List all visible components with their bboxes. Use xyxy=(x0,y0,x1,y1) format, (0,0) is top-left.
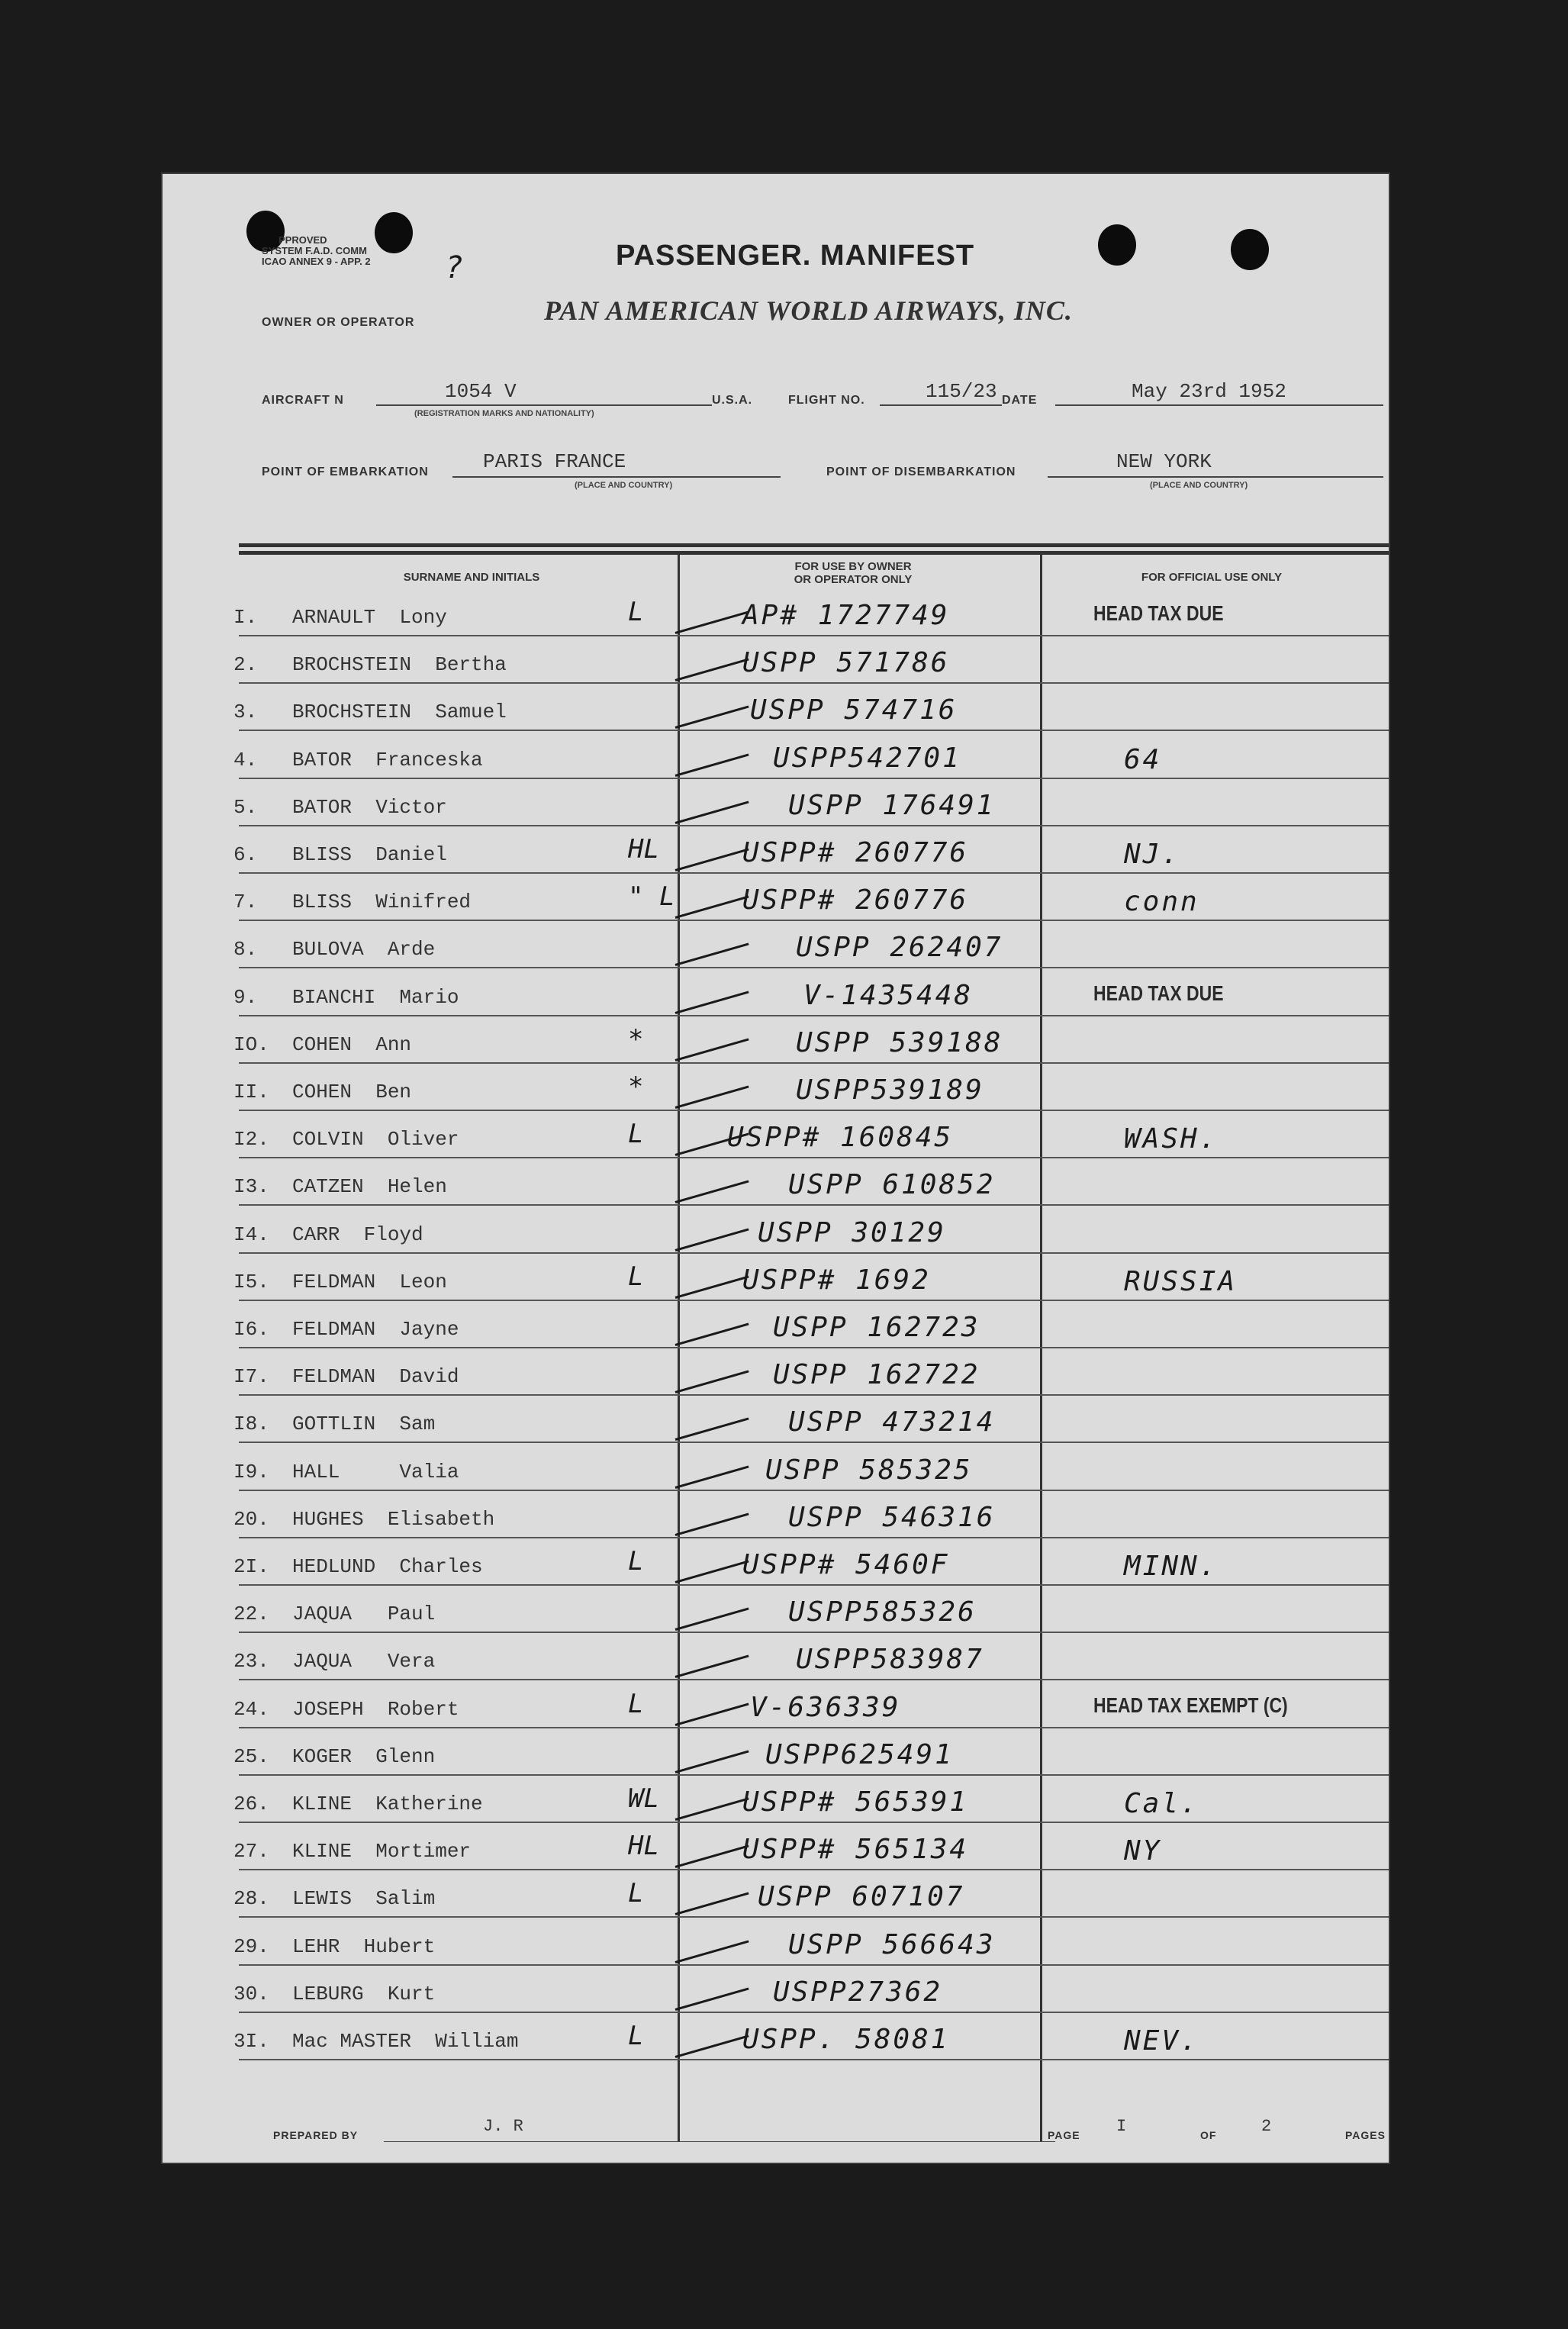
table-top-rule xyxy=(239,543,1389,547)
passport-number: USPP# 5460F xyxy=(742,1549,950,1580)
tick-stroke xyxy=(675,706,749,729)
row-rule xyxy=(239,635,1389,636)
row-rule xyxy=(239,1300,1389,1301)
row-number: 9. xyxy=(233,985,258,1009)
row-number: 6. xyxy=(233,843,258,866)
row-number: I7. xyxy=(233,1365,269,1389)
row-rule xyxy=(239,1062,1389,1064)
passenger-name: BIANCHI Mario xyxy=(292,985,459,1009)
passenger-name: LEWIS Salim xyxy=(292,1887,436,1911)
passport-number: V-1435448 xyxy=(803,979,974,1011)
check-mark: WL xyxy=(628,1783,659,1814)
row-number: I4. xyxy=(233,1222,269,1246)
row-number: 2. xyxy=(233,653,258,677)
manifest-page xyxy=(163,174,1389,2163)
passenger-name: JAQUA Paul xyxy=(292,1603,436,1626)
passenger-name: LEBURG Kurt xyxy=(292,1982,436,2005)
corner-mark: ? xyxy=(445,250,466,285)
row-number: 2I. xyxy=(233,1555,269,1578)
row-number: 29. xyxy=(233,1934,269,1958)
tick-stroke xyxy=(675,896,749,919)
passenger-name: BLISS Winifred xyxy=(292,891,472,914)
aircraft-value: 1054 V xyxy=(445,380,517,403)
passport-number: USPP. 58081 xyxy=(742,2024,950,2055)
row-number: 23. xyxy=(233,1650,269,1673)
embark-label: POINT OF EMBARKATION xyxy=(262,465,429,478)
official-note: RUSSIA xyxy=(1124,1265,1238,1297)
row-number: II. xyxy=(233,1081,269,1103)
tick-stroke xyxy=(675,1940,749,1963)
row-rule xyxy=(239,2059,1389,2060)
passenger-name: CARR Floyd xyxy=(292,1222,423,1246)
passenger-name: COHEN Ann xyxy=(292,1032,412,1056)
check-mark: " L xyxy=(628,881,675,913)
check-mark: L xyxy=(628,1878,644,1909)
col-surname-header: SURNAME AND INITIALS xyxy=(403,571,540,584)
row-number: 27. xyxy=(233,1840,269,1864)
passport-number: USPP 574716 xyxy=(750,694,958,726)
row-rule xyxy=(239,1015,1389,1016)
tick-stroke xyxy=(675,1038,749,1061)
row-number: 28. xyxy=(233,1887,269,1911)
passenger-name: HALL Valia xyxy=(292,1460,459,1483)
passport-number: USPP 610852 xyxy=(788,1169,996,1201)
check-mark: HL xyxy=(628,834,659,865)
passport-number: USPP 539188 xyxy=(796,1026,1003,1058)
passenger-name: FELDMAN David xyxy=(292,1365,459,1389)
row-rule xyxy=(239,1869,1389,1870)
row-rule xyxy=(239,1490,1389,1491)
tick-stroke xyxy=(675,800,749,823)
flight-label: FLIGHT NO. xyxy=(788,394,865,407)
row-rule xyxy=(239,1632,1389,1633)
row-rule xyxy=(239,1110,1389,1111)
row-rule xyxy=(239,2012,1389,2013)
of-label: OF xyxy=(1200,2129,1217,2141)
punch-hole xyxy=(375,212,413,253)
passport-number: USPP585326 xyxy=(788,1596,977,1628)
aircraft-label: AIRCRAFT N xyxy=(262,394,344,407)
row-number: 24. xyxy=(233,1697,269,1721)
passport-number: USPP 585325 xyxy=(765,1454,973,1486)
tick-stroke xyxy=(675,1465,749,1488)
passport-number: USPP542701 xyxy=(773,742,961,774)
flight-value: 115/23 xyxy=(926,380,997,403)
row-number: 3I. xyxy=(233,2030,269,2053)
passport-number: USPP 176491 xyxy=(788,789,996,821)
tick-stroke xyxy=(675,1275,749,1298)
passport-number: USPP27362 xyxy=(773,1976,943,2008)
disembark-label: POINT OF DISEMBARKATION xyxy=(826,465,1016,478)
page-title: PASSENGER. MANIFEST xyxy=(616,240,975,272)
punch-hole xyxy=(1231,229,1269,270)
row-number: I9. xyxy=(233,1460,269,1483)
usa-label: U.S.A. xyxy=(712,394,753,407)
owner-label: OWNER OR OPERATOR xyxy=(262,316,415,329)
row-rule xyxy=(239,1442,1389,1443)
disembark-place-note: (PLACE AND COUNTRY) xyxy=(1150,481,1248,490)
row-rule xyxy=(239,872,1389,874)
passport-number: AP# 1727749 xyxy=(742,600,950,631)
tick-stroke xyxy=(675,1750,749,1773)
passport-number: USPP# 260776 xyxy=(742,837,969,868)
official-note: 64 xyxy=(1124,743,1162,775)
col-owner-header-1: FOR USE BY OWNER xyxy=(794,560,912,573)
tick-stroke xyxy=(675,2034,749,2057)
passport-number: USPP# 565391 xyxy=(742,1786,969,1818)
embark-place-note: (PLACE AND COUNTRY) xyxy=(575,481,673,490)
tick-stroke xyxy=(675,1845,749,1868)
official-note: WASH. xyxy=(1124,1123,1219,1155)
prepared-underline xyxy=(384,2141,1055,2142)
passenger-name: LEHR Hubert xyxy=(292,1934,436,1958)
row-rule xyxy=(239,1774,1389,1776)
passport-number: USPP 162723 xyxy=(773,1312,980,1343)
passport-number: USPP 566643 xyxy=(788,1928,996,1960)
row-rule xyxy=(239,1964,1389,1966)
row-rule xyxy=(239,1537,1389,1538)
row-number: 30. xyxy=(233,1982,269,2005)
embark-value: PARIS FRANCE xyxy=(483,450,626,473)
row-number: IO. xyxy=(233,1032,269,1056)
approved-line-3: ICAO ANNEX 9 - APP. 2 xyxy=(262,256,371,267)
official-note: NJ. xyxy=(1124,839,1181,870)
tick-stroke xyxy=(675,753,749,776)
row-number: 4. xyxy=(233,748,258,772)
passenger-name: BATOR Franceska xyxy=(292,748,483,772)
row-rule xyxy=(239,1347,1389,1348)
col-owner-header-2: OR OPERATOR ONLY xyxy=(794,573,913,586)
passenger-name: GOTTLIN Sam xyxy=(292,1413,436,1436)
row-rule xyxy=(239,1679,1389,1680)
company-name: PAN AMERICAN WORLD AIRWAYS, INC. xyxy=(544,295,1073,326)
embark-underline xyxy=(452,476,781,478)
passport-number: USPP 162722 xyxy=(773,1359,980,1391)
check-mark: L xyxy=(628,2021,644,2051)
passport-number: USPP 571786 xyxy=(742,647,950,679)
row-number: I. xyxy=(233,606,258,629)
row-number: I8. xyxy=(233,1413,269,1436)
row-number: I3. xyxy=(233,1175,269,1199)
passenger-name: CATZEN Helen xyxy=(292,1175,447,1199)
flight-underline xyxy=(880,404,1002,406)
passenger-name: HUGHES Elisabeth xyxy=(292,1507,495,1531)
official-note: NY xyxy=(1124,1835,1162,1867)
check-mark: HL xyxy=(628,1831,659,1862)
passport-number: USPP# 160845 xyxy=(727,1122,954,1154)
tick-stroke xyxy=(675,1893,749,1915)
aircraft-underline xyxy=(376,404,712,406)
row-rule xyxy=(239,920,1389,921)
passport-number: USPP 262407 xyxy=(796,932,1003,964)
row-rule xyxy=(239,1822,1389,1823)
row-number: I2. xyxy=(233,1128,269,1152)
official-note: NEV. xyxy=(1124,2025,1199,2057)
passenger-name: JAQUA Vera xyxy=(292,1650,436,1673)
passenger-name: BLISS Daniel xyxy=(292,843,447,866)
tick-stroke xyxy=(675,991,749,1013)
passenger-name: KLINE Katherine xyxy=(292,1793,483,1815)
passport-number: USPP 30129 xyxy=(758,1216,946,1248)
row-rule xyxy=(239,1916,1389,1918)
official-note: HEAD TAX DUE xyxy=(1093,601,1224,625)
passenger-name: FELDMAN Leon xyxy=(292,1270,447,1293)
check-mark: L xyxy=(628,1688,644,1719)
row-number: 7. xyxy=(233,891,258,914)
tick-stroke xyxy=(675,1702,749,1725)
page-value: I xyxy=(1116,2117,1127,2136)
col-official-header: FOR OFFICIAL USE ONLY xyxy=(1141,571,1283,584)
passenger-name: KOGER Glenn xyxy=(292,1744,436,1768)
row-rule xyxy=(239,1584,1389,1586)
passport-number: USPP 473214 xyxy=(788,1406,996,1438)
date-value: May 23rd 1952 xyxy=(1132,380,1286,403)
row-rule xyxy=(239,1157,1389,1158)
pages-label: PAGES xyxy=(1345,2129,1386,2141)
prepared-value: J. R xyxy=(483,2117,523,2136)
official-note: HEAD TAX DUE xyxy=(1093,981,1224,1005)
row-number: 8. xyxy=(233,938,258,962)
passenger-name: HEDLUND Charles xyxy=(292,1555,483,1578)
row-rule xyxy=(239,730,1389,731)
row-rule xyxy=(239,682,1389,684)
date-underline xyxy=(1055,404,1383,406)
passenger-name: FELDMAN Jayne xyxy=(292,1318,459,1341)
date-label: DATE xyxy=(1002,394,1038,407)
passenger-name: JOSEPH Robert xyxy=(292,1697,459,1721)
tick-stroke xyxy=(675,1085,749,1108)
tick-stroke xyxy=(675,1797,749,1820)
row-number: 26. xyxy=(233,1793,269,1815)
passenger-name: BROCHSTEIN Samuel xyxy=(292,701,507,724)
tick-stroke xyxy=(675,1987,749,2010)
passenger-name: COLVIN Oliver xyxy=(292,1128,459,1152)
tick-stroke xyxy=(675,943,749,966)
approved-line-1: PPROVED xyxy=(279,234,327,246)
passport-number: USPP 607107 xyxy=(758,1881,965,1913)
passenger-name: Mac MASTER William xyxy=(292,2030,519,2053)
tick-stroke xyxy=(675,1181,749,1203)
tick-stroke xyxy=(675,1560,749,1583)
tick-stroke xyxy=(675,1371,749,1393)
passenger-name: BULOVA Arde xyxy=(292,938,436,962)
check-mark: L xyxy=(628,597,644,627)
passport-number: USPP539189 xyxy=(796,1074,984,1106)
row-rule xyxy=(239,1394,1389,1396)
passenger-name: ARNAULT Lony xyxy=(292,606,447,629)
official-note: conn xyxy=(1124,886,1199,918)
row-rule xyxy=(239,1252,1389,1254)
passport-number: USPP# 260776 xyxy=(742,884,969,916)
tick-stroke xyxy=(675,1228,749,1251)
passport-number: USPP# 565134 xyxy=(742,1834,969,1866)
tick-stroke xyxy=(675,1655,749,1678)
row-rule xyxy=(239,778,1389,779)
row-number: I6. xyxy=(233,1318,269,1341)
row-rule xyxy=(239,1204,1389,1206)
passport-number: USPP583987 xyxy=(796,1644,984,1676)
row-rule xyxy=(239,967,1389,968)
table-top-rule-2 xyxy=(239,551,1389,555)
disembark-value: NEW YORK xyxy=(1116,450,1212,473)
check-mark: L xyxy=(628,1546,644,1577)
check-mark: * xyxy=(628,1071,644,1102)
row-number: 20. xyxy=(233,1507,269,1531)
passenger-name: KLINE Mortimer xyxy=(292,1840,472,1864)
official-note: Cal. xyxy=(1124,1788,1199,1819)
tick-stroke xyxy=(675,1418,749,1441)
row-number: 5. xyxy=(233,795,258,819)
check-mark: L xyxy=(628,1261,644,1292)
official-note: MINN. xyxy=(1124,1551,1219,1582)
disembark-underline xyxy=(1048,476,1383,478)
passport-number: V-636339 xyxy=(750,1691,901,1723)
row-number: 3. xyxy=(233,701,258,724)
passport-number: USPP625491 xyxy=(765,1738,954,1770)
tick-stroke xyxy=(675,1512,749,1535)
tick-stroke xyxy=(675,1608,749,1631)
approved-line-2: SYSTEM F.A.D. COMM xyxy=(262,245,367,256)
passenger-name: BROCHSTEIN Bertha xyxy=(292,653,507,677)
row-number: I5. xyxy=(233,1270,269,1293)
row-rule xyxy=(239,825,1389,826)
tick-stroke xyxy=(675,659,749,681)
passenger-name: BATOR Victor xyxy=(292,795,447,819)
row-number: 22. xyxy=(233,1603,269,1626)
punch-hole xyxy=(1098,224,1136,266)
tick-stroke xyxy=(675,848,749,871)
check-mark: * xyxy=(628,1023,644,1055)
row-rule xyxy=(239,1727,1389,1728)
tick-stroke xyxy=(675,610,749,633)
passport-number: USPP 546316 xyxy=(788,1501,996,1533)
row-number: 25. xyxy=(233,1744,269,1768)
prepared-label: PREPARED BY xyxy=(273,2129,359,2141)
check-mark: L xyxy=(628,1119,644,1150)
tick-stroke xyxy=(675,1322,749,1345)
of-value: 2 xyxy=(1261,2117,1272,2136)
official-note: HEAD TAX EXEMPT (C) xyxy=(1093,1693,1288,1717)
page-label: PAGE xyxy=(1048,2129,1080,2141)
passenger-name: COHEN Ben xyxy=(292,1081,412,1103)
registration-note: (REGISTRATION MARKS AND NATIONALITY) xyxy=(414,409,594,418)
passport-number: USPP# 1692 xyxy=(742,1264,931,1296)
